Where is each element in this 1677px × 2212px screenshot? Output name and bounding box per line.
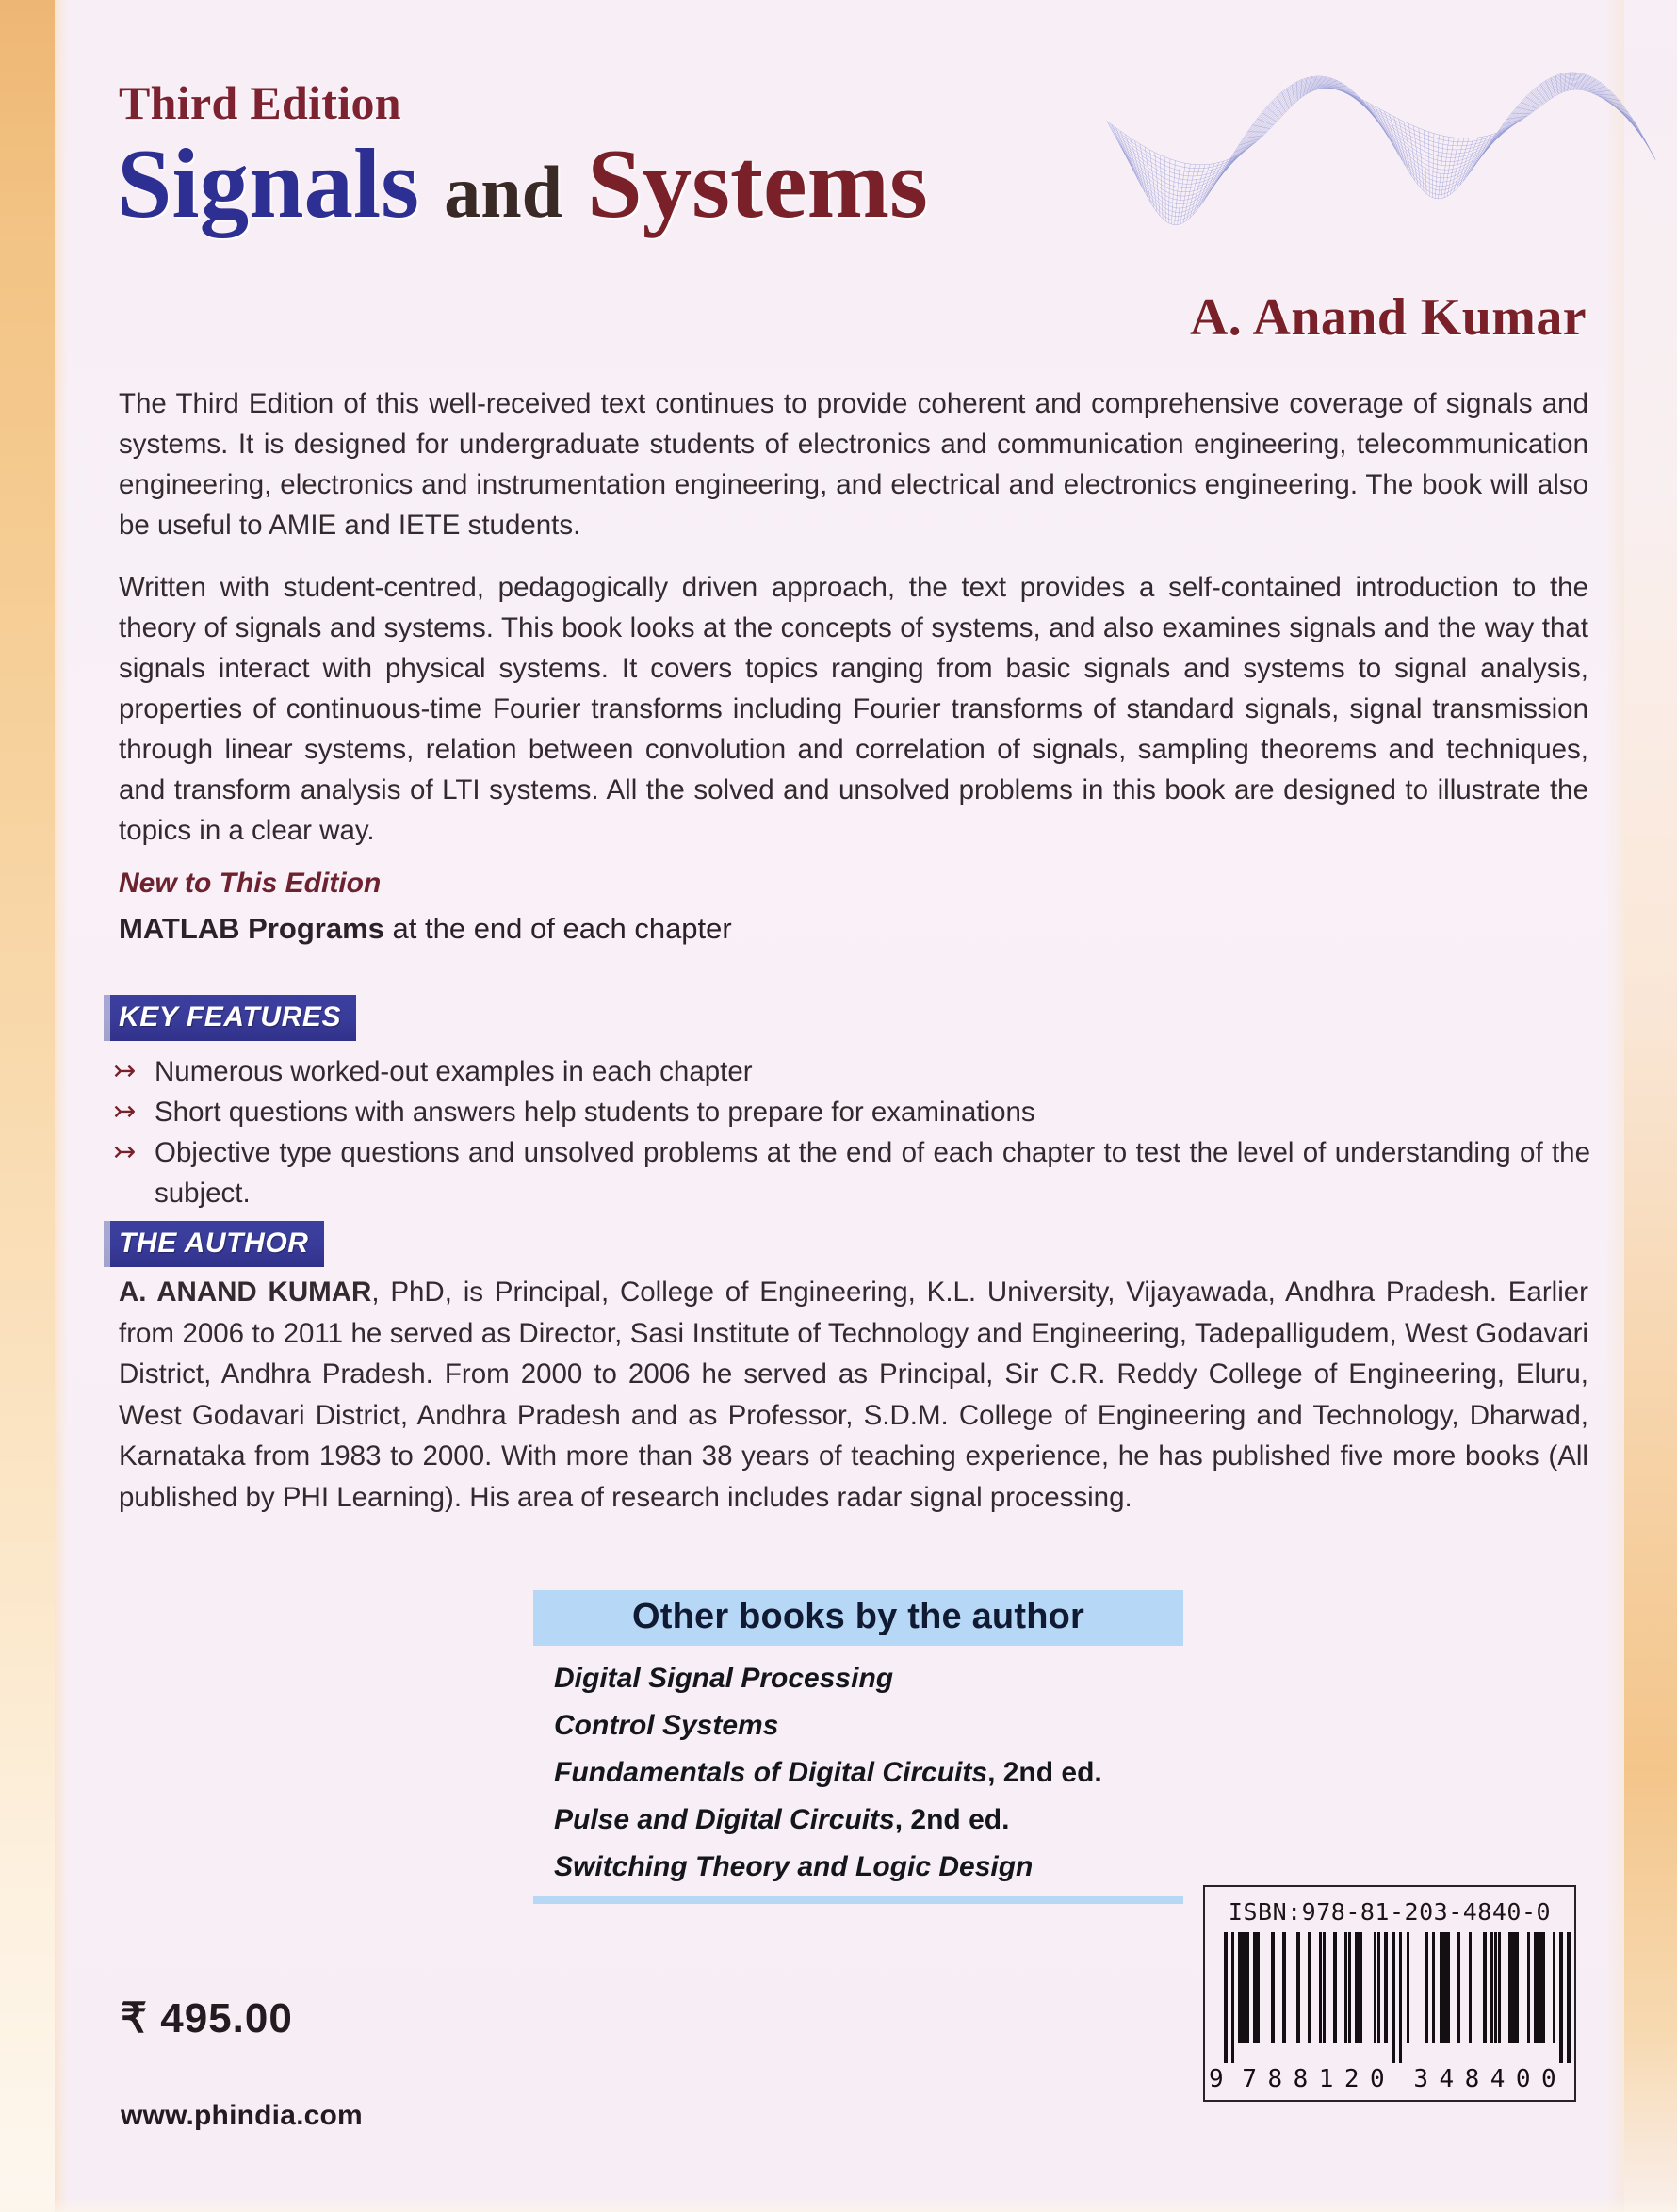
arrow-right-icon: ↣ xyxy=(113,1056,137,1086)
author-bio xyxy=(119,1272,1588,1518)
list-item-text: Numerous worked-out examples in each chapter xyxy=(155,1056,753,1087)
list-item xyxy=(554,1797,1183,1844)
title-word-and: and xyxy=(444,151,563,233)
key-features-badge: KEY FEATURES xyxy=(104,995,356,1041)
new-to-edition-item xyxy=(119,912,732,946)
other-books-divider xyxy=(533,1896,1183,1904)
title-word-systems: Systems xyxy=(587,128,928,238)
book-title: Control Systems xyxy=(554,1710,779,1741)
list-item xyxy=(554,1844,1183,1891)
edition-label: Third Edition xyxy=(119,76,401,129)
list-item xyxy=(554,1749,1183,1797)
wave-mesh-decoration xyxy=(1089,21,1664,237)
blurb-paragraph-1: The Third Edition of this well-received text continues to provide coherent and comprehensive coverage of signals and systems. It is designed for undergraduate students of electronics and communication engineering, telecommunication engineering, electronics and instrumentation engineering, and electrical and electronics engineering. The book will also be useful to AMIE and IETE students. xyxy=(119,388,1588,541)
list-item xyxy=(554,1655,1183,1702)
list-item-text: Objective type questions and unsolved problems at the end of each chapter to test the level of understanding of the subject. xyxy=(155,1137,1590,1209)
book-title: Digital Signal Processing xyxy=(554,1663,894,1694)
list-item xyxy=(554,1702,1183,1749)
book-edition: , 2nd ed. xyxy=(987,1757,1102,1788)
other-books-list xyxy=(533,1646,1183,1891)
book-title: Switching Theory and Logic Design xyxy=(554,1851,1034,1882)
book-title: Pulse and Digital Circuits xyxy=(554,1804,895,1835)
barcode-bars xyxy=(1224,1932,1555,2063)
barcode-digits: 9 7 8 8 1 2 0 3 4 8 4 0 0 xyxy=(1209,2065,1556,2093)
book-title xyxy=(117,128,928,238)
author-bio-text: , PhD, is Principal, College of Engineering, K.L. University, Vijayawada, Andhra Pradesh. Earlier from 2006 to 2011 he served as Director, Sasi Institute of Technology and Engineering, Tadepalligudem, West Godavari District, Andhra Pradesh. From 2000 to 2006 he served as Principal, Sir C.R. Reddy College of Engineering, Eluru, West Godavari District, Andhra Pradesh and as Professor, S.D.M. College of Engineering and Technology, Dharwad, Karnataka from 1983 to 2000. With more than 38 years of teaching experience, he has published five more books (All published by PHI Learning). His area of research includes radar signal processing. xyxy=(119,1277,1588,1513)
author-byline: A. Anand Kumar xyxy=(1189,288,1587,347)
isbn-text: ISBN:978-81-203-4840-0 xyxy=(1228,1898,1552,1926)
list-item-text: Short questions with answers help students to prepare for examinations xyxy=(155,1097,1035,1128)
other-books-title: Other books by the author xyxy=(533,1590,1183,1646)
list-item xyxy=(111,1132,1590,1213)
the-author-badge: THE AUTHOR xyxy=(104,1221,324,1267)
price-label: ₹ 495.00 xyxy=(121,1995,293,2041)
matlab-programs-rest: at the end of each chapter xyxy=(383,912,732,945)
list-item xyxy=(111,1051,1590,1092)
author-bio-name: A. ANAND KUMAR xyxy=(119,1277,372,1308)
matlab-programs-label: MATLAB Programs xyxy=(119,912,384,945)
isbn-barcode xyxy=(1203,1885,1576,2102)
book-title: Fundamentals of Digital Circuits xyxy=(554,1757,988,1788)
new-to-edition-heading: New to This Edition xyxy=(119,868,382,899)
title-word-signals: Signals xyxy=(117,128,419,238)
publisher-website: www.phindia.com xyxy=(121,2100,363,2131)
key-features-list xyxy=(111,1051,1590,1213)
arrow-right-icon: ↣ xyxy=(113,1137,137,1167)
other-books-panel xyxy=(533,1590,1183,1904)
blurb-paragraph-2: Written with student-centred, pedagogically driven approach, the text provides a self-contained introduction to the theory of signals and systems. This book looks at the concepts of systems, and also examines signals and the way that signals interact with physical systems. It covers topics ranging from basic signals and systems to signal analysis, properties of continuous-time Fourier transforms including Fourier transforms of standard signals, signal transmission through linear systems, relation between convolution and correlation of signals, sampling theorems and techniques, and transform analysis of LTI systems. All the solved and unsolved problems in this book are designed to illustrate the topics in a clear way. xyxy=(119,572,1588,846)
book-edition: , 2nd ed. xyxy=(894,1804,1010,1835)
arrow-right-icon: ↣ xyxy=(113,1097,137,1127)
list-item xyxy=(111,1092,1590,1132)
